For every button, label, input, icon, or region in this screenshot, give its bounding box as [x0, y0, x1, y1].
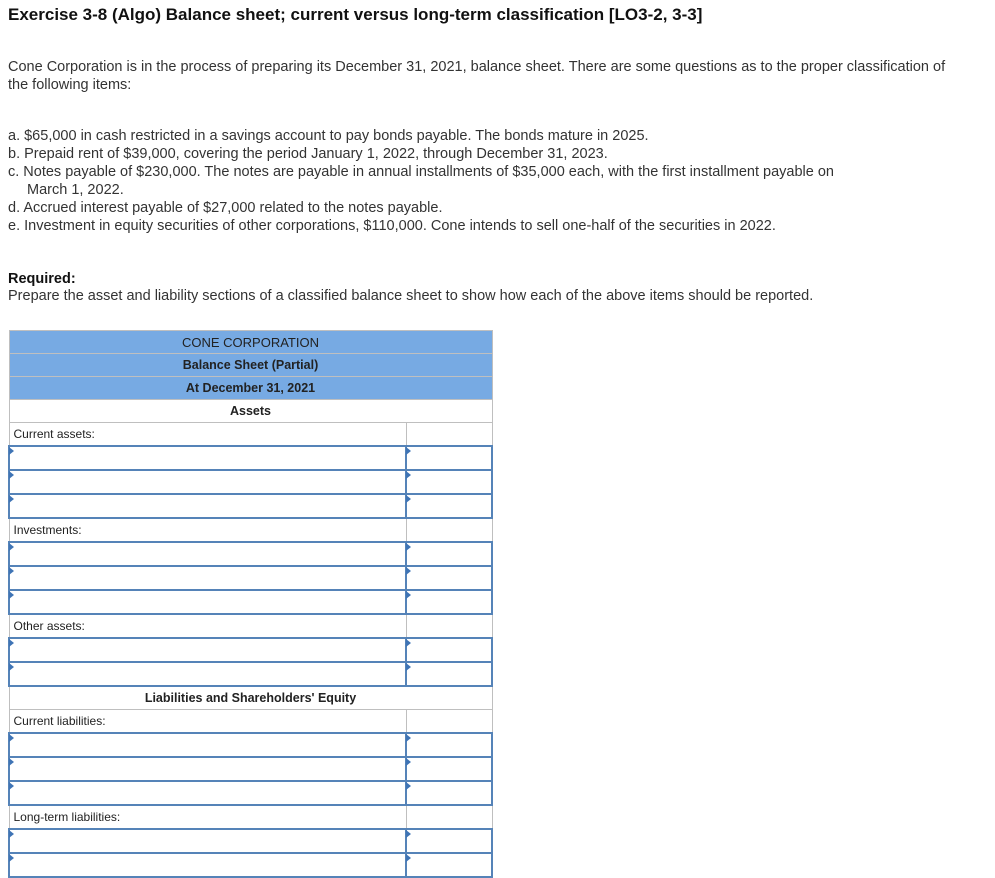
statement-date: At December 31, 2021 — [9, 377, 492, 400]
item-b: b. Prepaid rent of $39,000, covering the period January 1, 2022, through December 31, 2023. — [8, 146, 608, 162]
account-input[interactable] — [9, 566, 406, 590]
amount-input[interactable] — [406, 662, 492, 686]
item-list — [8, 127, 968, 235]
required-text: Prepare the asset and liability sections of a classified balance sheet to show how each of the above items should be reported. — [8, 288, 814, 304]
item-c: c. Notes payable of $230,000. The notes are payable in annual installments of $35,000 each, with the first installment payable on — [8, 164, 834, 180]
account-input[interactable] — [9, 829, 406, 853]
account-input[interactable] — [9, 781, 406, 805]
amount-input[interactable] — [406, 470, 492, 494]
amount-input[interactable] — [406, 590, 492, 614]
empty-cell — [406, 805, 492, 829]
table-row — [9, 757, 492, 781]
required-label: Required: — [8, 271, 76, 287]
statement-name: Balance Sheet (Partial) — [9, 354, 492, 377]
table-row — [9, 733, 492, 757]
table-row — [9, 590, 492, 614]
assets-heading: Assets — [9, 400, 492, 423]
amount-input[interactable] — [406, 542, 492, 566]
amount-input[interactable] — [406, 733, 492, 757]
table-row — [9, 638, 492, 662]
amount-input[interactable] — [406, 781, 492, 805]
table-row — [9, 853, 492, 877]
empty-cell — [406, 710, 492, 734]
table-row — [9, 542, 492, 566]
table-row — [9, 829, 492, 853]
account-input[interactable] — [9, 542, 406, 566]
item-c-continued — [8, 181, 968, 199]
account-input[interactable] — [9, 446, 406, 470]
other-assets-label: Other assets: — [9, 614, 406, 638]
item-c-continued-text: March 1, 2022. — [27, 182, 124, 198]
amount-input[interactable] — [406, 566, 492, 590]
empty-cell — [406, 614, 492, 638]
table-row — [9, 494, 492, 518]
problem-intro: Cone Corporation is in the process of preparing its December 31, 2021, balance sheet. There are some questions as to the proper classification of the following items: — [8, 59, 946, 93]
account-input[interactable] — [9, 638, 406, 662]
table-row — [9, 566, 492, 590]
empty-cell — [406, 423, 492, 447]
table-row — [9, 781, 492, 805]
item-a: a. $65,000 in cash restricted in a savings account to pay bonds payable. The bonds mature in 2025. — [8, 128, 649, 144]
amount-input[interactable] — [406, 638, 492, 662]
amount-input[interactable] — [406, 446, 492, 470]
company-name: CONE CORPORATION — [9, 331, 492, 354]
current-liabilities-label: Current liabilities: — [9, 710, 406, 734]
liabilities-heading: Liabilities and Shareholders' Equity — [9, 686, 492, 710]
page-title: Exercise 3-8 (Algo) Balance sheet; current versus long-term classification [LO3-2, 3-3] — [8, 5, 703, 24]
account-input[interactable] — [9, 494, 406, 518]
current-assets-label: Current assets: — [9, 423, 406, 447]
account-input[interactable] — [9, 733, 406, 757]
balance-sheet-table — [8, 330, 493, 878]
table-row — [9, 446, 492, 470]
account-input[interactable] — [9, 662, 406, 686]
amount-input[interactable] — [406, 829, 492, 853]
account-input[interactable] — [9, 757, 406, 781]
investments-label: Investments: — [9, 518, 406, 542]
table-row — [9, 662, 492, 686]
empty-cell — [406, 518, 492, 542]
long-term-liabilities-label: Long-term liabilities: — [9, 805, 406, 829]
table-row — [9, 470, 492, 494]
amount-input[interactable] — [406, 853, 492, 877]
amount-input[interactable] — [406, 494, 492, 518]
amount-input[interactable] — [406, 757, 492, 781]
item-e: e. Investment in equity securities of other corporations, $110,000. Cone intends to sell one-half of the securities in 2022. — [8, 218, 776, 234]
account-input[interactable] — [9, 470, 406, 494]
account-input[interactable] — [9, 590, 406, 614]
account-input[interactable] — [9, 853, 406, 877]
item-d: d. Accrued interest payable of $27,000 related to the notes payable. — [8, 200, 443, 216]
